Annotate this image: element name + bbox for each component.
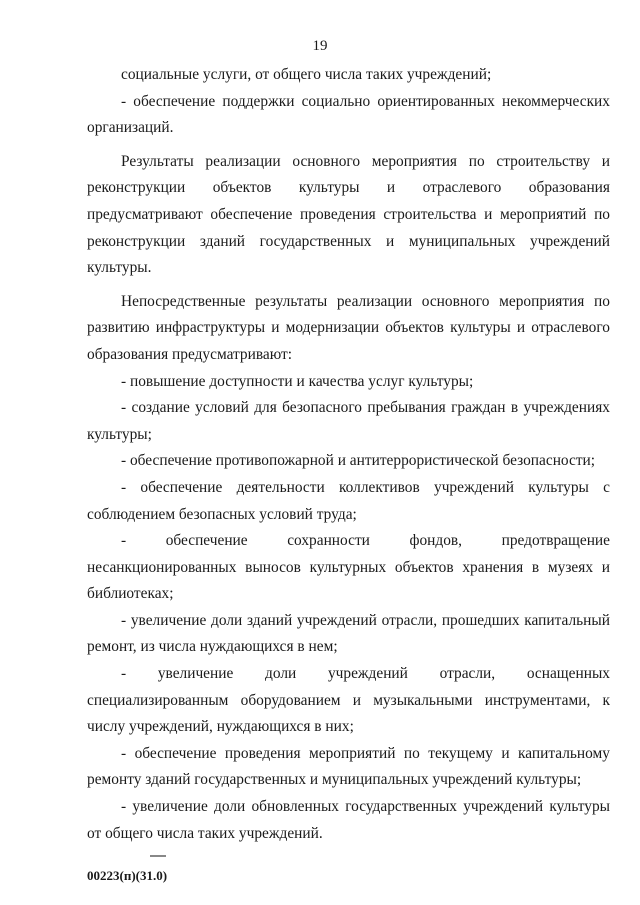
list-item: - увеличение доли учреждений отрасли, оснащенных специализированным оборудованием и музыкальными инструментами, к числу учреждений, нуждающихся в них; — [87, 665, 610, 736]
list-item: - увеличение доли обновленных государственных учреждений культуры от общего числа таких учреждений. — [87, 798, 610, 842]
footer-document-code: 00223(п)(31.0) — [87, 868, 168, 883]
list-item: - обеспечение сохранности фондов, предотвращение несанкционированных выносов культурных объектов хранения в музеях и библиотеках; — [87, 532, 610, 603]
list-item: - обеспечение противопожарной и антитеррористической безопасности; — [121, 452, 596, 470]
list-item: - обеспечение деятельности коллективов учреждений культуры с соблюдением безопасных условий труда; — [87, 478, 610, 523]
document-body — [87, 62, 610, 847]
list-item: - обеспечение проведения мероприятий по текущему и капитальному ремонту зданий государственных и муниципальных учреждений культуры; — [87, 744, 610, 789]
paragraph: социальные услуги, от общего числа таких учреждений; — [121, 66, 492, 83]
list-item: - увеличение доли зданий учреждений отрасли, прошедших капитальный ремонт, из числа нуждающихся в нем; — [87, 611, 610, 656]
list-item: - создание условий для безопасного пребывания граждан в учреждениях культуры; — [87, 399, 610, 443]
list-item: - повышение доступности и качества услуг культуры; — [121, 372, 474, 390]
paragraph: Результаты реализации основного мероприятия по строительству и реконструкции объектов культуры и отраслевого образования предусматривают обеспечение проведения строительства и мероприятий по реконструкции зданий государственных и муниципальных учреждений культуры. — [87, 152, 610, 277]
paragraph: Непосредственные результаты реализации основного мероприятия по развитию инфраструктуры и модернизации объектов культуры и отраслевого образования предусматривают: — [87, 292, 610, 363]
page-number: 19 — [312, 38, 328, 54]
footer-mark — [150, 855, 166, 857]
paragraph: - обеспечение поддержки социально ориентированных некоммерческих организаций. — [87, 92, 610, 137]
